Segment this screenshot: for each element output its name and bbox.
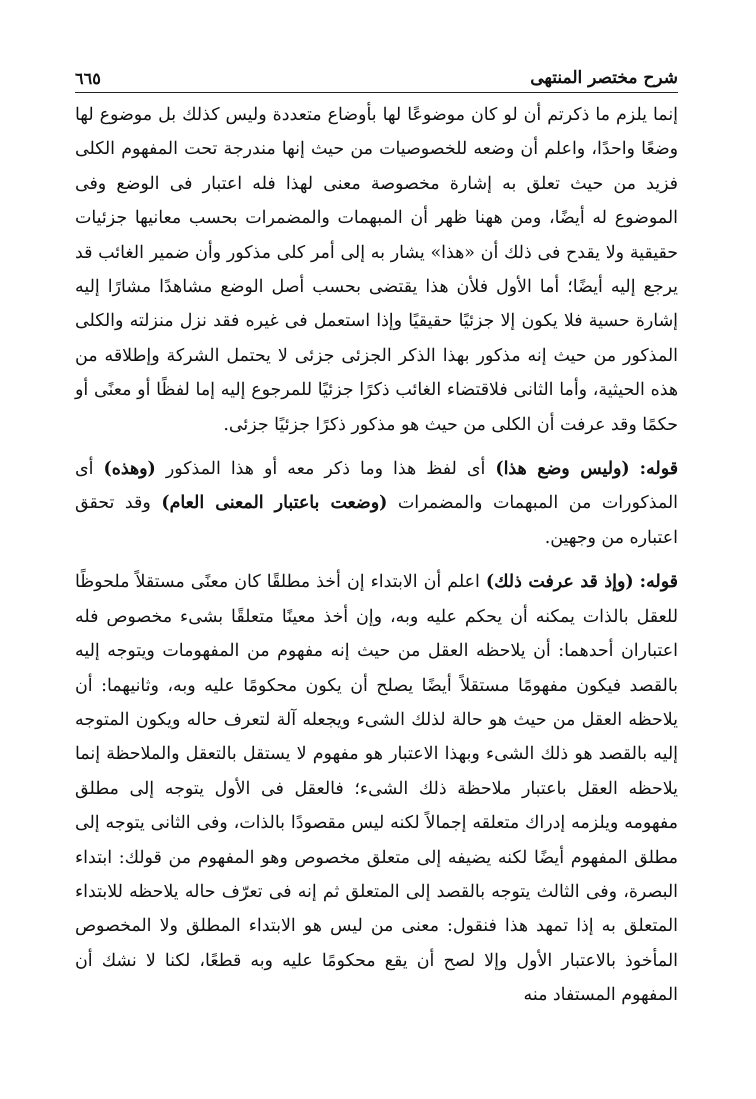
commentary-text: اعلم أن الابتداء إن أخذ مطلقًا كان معنًى مستقلاً ملحوظًا للعقل بالذات يمكنه أن يحكم عليه وبه، وإن أخذ معينًا متعلقًا بشىء مخصوص فله اعتباران أحدهما: أن يلاحظه العقل من حيث إنه مفهوم من المفهومات ويتوجه إليه بالقصد فيكون مفهومًا مستقلاً أيضًا يصلح أن يكون محكومًا عليه وبه، وثانيهما: أن يلاحظه العقل من حيث هو حالة لذلك الشىء ويجعله آلة لتعرف حاله ويكون المتوجه إليه بالقصد هو ذلك الشىء وبهذا الاعتبار هو مفهوم لا يستقل بالتعقل والملاحظة إنما يلاحظه العقل باعتبار ملاحظة ذلك الشىء؛ فالعقل فى الأول يتوجه إلى مطلق مفهومه ويلزمه إدراك متعلقه إجمالاً لكنه ليس مقصودًا بالذات، وفى الثانى يتوجه إلى مطلق المفهوم أيضًا لكنه يضيفه إلى متعلق مخصوص وهو المفهوم من قولك: ابتداء البصرة، وفى الثالث يتوجه بالقصد إلى المتعلق ثم إنه فى تعرّف حاله يلاحظه للابتداء المتعلق به إذا تمهد هذا فنقول: معنى من ليس هو الابتداء المطلق ولا المخصوص المأخوذ بالاعتبار الأول وإلا لصح أن يقع محكومًا عليه وبه قطعًا، لكنا لا نشك أن المفهوم المستفاد منه xyxy=(75,572,678,1006)
paragraph-3 xyxy=(75,565,678,1012)
quoted-phrase: (وإذ قد عرفت ذلك) xyxy=(485,572,634,593)
quoted-phrase: (وضعت باعتبار المعنى العام) xyxy=(161,493,388,514)
paragraph-2 xyxy=(75,452,678,555)
running-title: شرح مختصر المنتهى xyxy=(530,68,678,88)
quoted-phrase: (وهذه) xyxy=(103,459,156,480)
quoted-phrase: (وليس وضع هذا) xyxy=(495,459,630,480)
commentary-text: أى لفظ هذا وما ذكر معه أو هذا المذكور xyxy=(165,459,486,480)
body-text xyxy=(75,98,678,1013)
paragraph-1: إنما يلزم ما ذكرتم أن لو كان موضوعًا لها بأوضاع متعددة وليس كذلك بل موضوع لها وضعًا واحدًا، واعلم أن وضعه للخصوصيات من حيث إنها مندرجة تحت المفهوم الكلى فزيد من حيث تعلق به إشارة مخصوصة معنى لهذا فله اعتبار فى الوضع وفى الموضوع له أيضًا، ومن ههنا ظهر أن المبهمات والمضمرات بحسب معانيها جزئيات حقيقية ولا يقدح فى ذلك أن «هذا» يشار به إلى أمر كلى مذكور وأن ضمير الغائب قد يرجع إليه أيضًا؛ أما الأول فلأن هذا يقتضى بحسب أصل الوضع مشاهدًا مشارًا إليه إشارة حسية فلا يكون إلا جزئيًا حقيقيًا وإذا استعمل فى غيره فقد نزل منزلته والكلى المذكور من حيث إنه مذكور بهذا الذكر الجزئى جزئى لا يحتمل الشركة وإطلاقه من هذه الحيثية، وأما الثانى فلاقتضاء الغائب ذكرًا جزئيًا للمرجوع إليه إما لفظًا أو معنًى أو حكمًا وقد عرفت أن الكلى من حيث هو مذكور ذكرًا جزئيًا جزئى. xyxy=(75,105,678,435)
page-header xyxy=(75,58,678,93)
commentary-text: وقد تحقق اعتباره من وجهين. xyxy=(75,493,678,548)
qawluhu-label: قوله: xyxy=(639,459,679,480)
qawluhu-label: قوله: xyxy=(639,572,678,593)
page-number: ٦٦٥ xyxy=(75,69,101,88)
commentary-text: أى المذكورات من المبهمات والمضمرات xyxy=(75,459,679,514)
